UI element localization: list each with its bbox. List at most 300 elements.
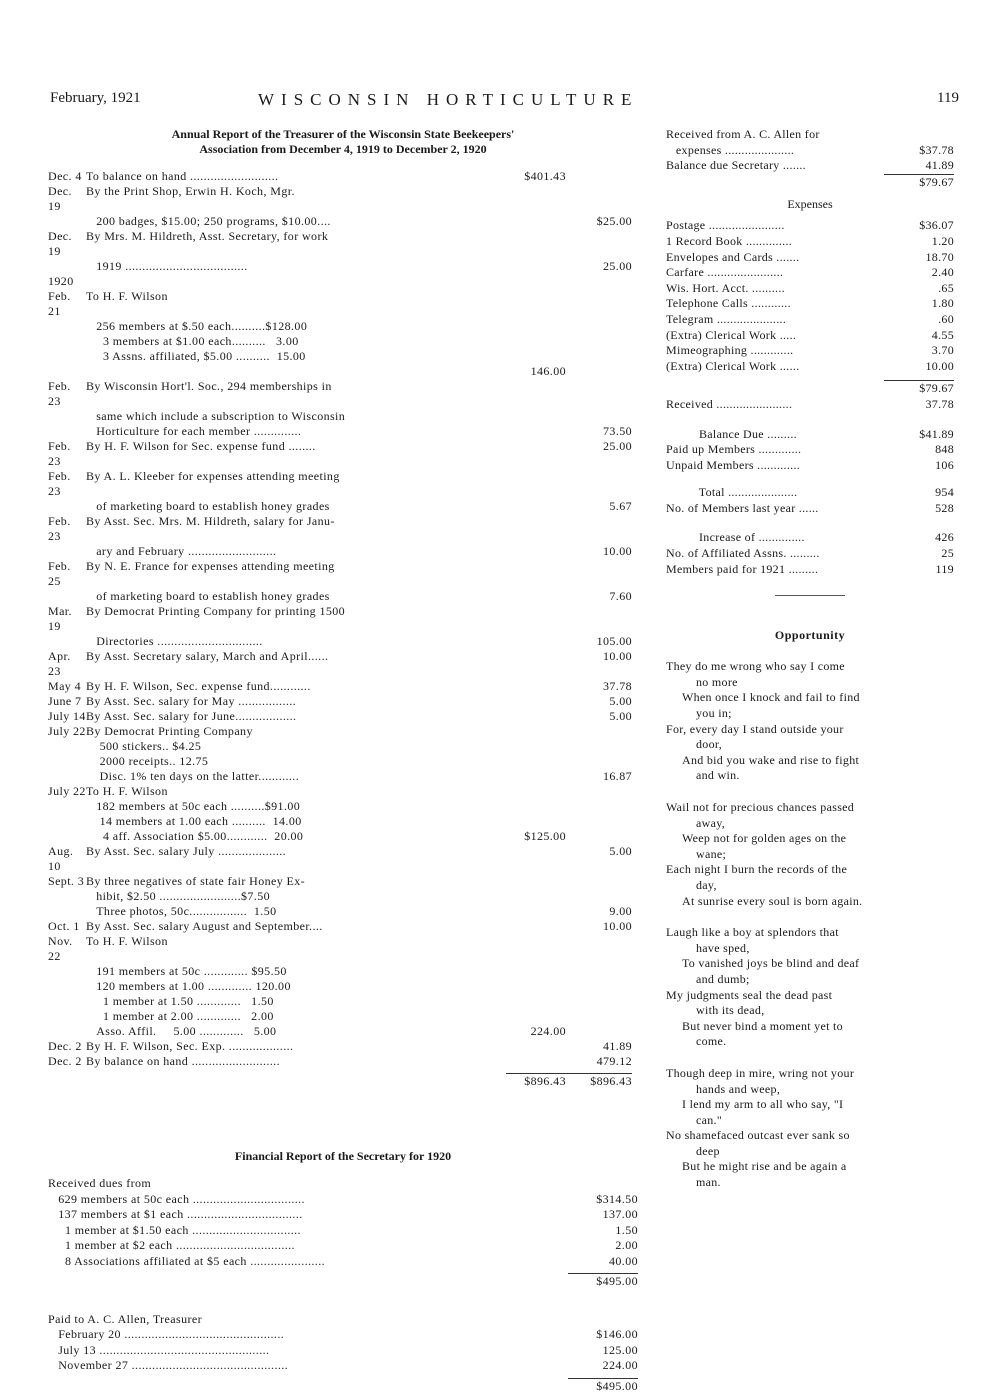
entry-date: Dec. 2 [48, 1054, 86, 1069]
summary-value: 954 [884, 485, 954, 501]
summary-row [666, 218, 954, 234]
entry-description: 120 members at 1.00 ............. 120.00 [86, 979, 506, 994]
entry-date [48, 424, 86, 439]
poem-line: Each night I burn the records of the [666, 862, 954, 878]
entry-description: By Asst. Sec. salary for June.................. [86, 709, 506, 724]
entry-debit [506, 874, 566, 889]
summary-label: expenses ..................... [666, 143, 884, 159]
summary-value: .60 [884, 312, 954, 328]
entry-debit [506, 229, 566, 259]
ledger-row [48, 214, 638, 229]
entry-date: Dec. 19 [48, 229, 86, 259]
entry-date [48, 799, 86, 814]
ledger-row [48, 709, 638, 724]
ledger-row [48, 409, 638, 424]
entry-debit [506, 784, 566, 799]
summary-row [666, 458, 954, 474]
finance-row [48, 1223, 638, 1239]
entry-credit [566, 364, 632, 379]
poem-stanza [666, 659, 954, 784]
entry-description: 3 members at $1.00 each.......... 3.00 [86, 334, 506, 349]
summary-label: Total ..................... [666, 485, 884, 501]
entry-date [48, 259, 86, 274]
entry-debit [506, 634, 566, 649]
summary-value: 106 [884, 458, 954, 474]
ledger-row [48, 769, 638, 784]
expense-total-row [666, 380, 954, 397]
entry-credit [566, 229, 632, 259]
received-total-row [48, 1273, 638, 1290]
entry-date [48, 544, 86, 559]
entry-credit: 479.12 [566, 1054, 632, 1069]
ledger-row [48, 1039, 638, 1054]
entry-description: Three photos, 50c................. 1.50 [86, 904, 506, 919]
entry-debit [506, 274, 566, 289]
entry-description: By H. F. Wilson, Sec. expense fund............ [86, 679, 506, 694]
top-total-row [666, 174, 954, 191]
ledger-row [48, 1009, 638, 1024]
poem-stanza [666, 1066, 954, 1191]
summary-label: (Extra) Clerical Work ..... [666, 328, 884, 344]
poem-line: and win. [666, 768, 954, 784]
ledger-row [48, 259, 638, 274]
finance-amount [568, 1176, 638, 1192]
entry-debit [506, 424, 566, 439]
entry-debit [506, 904, 566, 919]
entry-description: of marketing board to establish honey grades [86, 589, 506, 604]
ledger-row [48, 169, 638, 184]
summary-row [666, 328, 954, 344]
finance-description: 1 member at $1.50 each ................................ [48, 1223, 568, 1239]
entry-debit [506, 289, 566, 319]
entry-date [48, 994, 86, 1009]
entry-description: Asso. Affil. 5.00 ............. 5.00 [86, 1024, 506, 1039]
ledger-row [48, 889, 638, 904]
treasurer-report-title [48, 127, 638, 157]
finance-description: 629 members at 50c each ................................. [48, 1192, 568, 1208]
entry-description: 4 aff. Association $5.00............ 20.00 [86, 829, 506, 844]
summary-label: 1 Record Book .............. [666, 234, 884, 250]
entry-credit [566, 814, 632, 829]
entry-description: 2000 receipts.. 12.75 [86, 754, 506, 769]
summary-label: Received from A. C. Allen for [666, 127, 884, 143]
poem-line: day, [666, 878, 954, 894]
summary-label: (Extra) Clerical Work ...... [666, 359, 884, 375]
summary-label: Envelopes and Cards ....... [666, 250, 884, 266]
ledger-totals [48, 1073, 638, 1089]
summary-row [666, 158, 954, 174]
entry-date: July 22 [48, 724, 86, 739]
summary-row [666, 562, 954, 578]
entry-date: Sept. 3 [48, 874, 86, 889]
entry-description: By Asst. Sec. salary July .................... [86, 844, 506, 874]
finance-amount: 125.00 [568, 1343, 638, 1359]
entry-credit [566, 994, 632, 1009]
entry-credit [566, 379, 632, 409]
entry-description: 500 stickers.. $4.25 [86, 739, 506, 754]
poem-line: man. [666, 1175, 954, 1191]
entry-date [48, 409, 86, 424]
entry-date: Dec. 4 [48, 169, 86, 184]
poem-line: Wail not for precious chances passed [666, 800, 954, 816]
entry-debit [506, 739, 566, 754]
increase-list [666, 530, 954, 577]
entry-credit [566, 604, 632, 634]
ledger-row [48, 679, 638, 694]
entry-description: Directories ............................... [86, 634, 506, 649]
entry-description: Horticulture for each member .............. [86, 424, 506, 439]
summary-label: Paid up Members ............. [666, 442, 884, 458]
entry-description: By balance on hand .......................... [86, 1054, 506, 1069]
journal-title: WISCONSIN HORTICULTURE [258, 90, 638, 110]
ledger-row [48, 994, 638, 1009]
entry-credit [566, 319, 632, 334]
ledger-row [48, 724, 638, 739]
ledger-row [48, 229, 638, 259]
entry-debit [506, 514, 566, 544]
entry-debit [506, 334, 566, 349]
entry-debit [506, 649, 566, 679]
entry-date [48, 214, 86, 229]
ledger-row [48, 964, 638, 979]
ledger-row [48, 469, 638, 499]
ledger-row [48, 934, 638, 964]
entry-credit [566, 514, 632, 544]
summary-row [666, 296, 954, 312]
entry-date: Mar. 19 [48, 604, 86, 634]
entry-description: By A. L. Kleeber for expenses attending meeting [86, 469, 506, 499]
entry-credit: 105.00 [566, 634, 632, 649]
entry-date: Nov. 22 [48, 934, 86, 964]
summary-row [666, 250, 954, 266]
paid-total: $495.00 [568, 1378, 638, 1394]
entry-date [48, 904, 86, 919]
entry-debit [506, 769, 566, 784]
entry-description: By Democrat Printing Company for printing 1500 [86, 604, 506, 634]
ledger-row [48, 289, 638, 319]
summary-label: Telegram ..................... [666, 312, 884, 328]
entry-date [48, 1024, 86, 1039]
summary-row [666, 265, 954, 281]
secretary-report [48, 1149, 638, 1394]
ledger-row [48, 589, 638, 604]
summary-label: No. of Affiliated Assns. ......... [666, 546, 884, 562]
summary-row [666, 485, 954, 501]
ledger-row [48, 544, 638, 559]
entry-debit [506, 934, 566, 964]
entry-debit [506, 559, 566, 589]
ledger-row [48, 274, 638, 289]
entry-description: 14 members at 1.00 each .......... 14.00 [86, 814, 506, 829]
poem-line: To vanished joys be blind and deaf [666, 956, 954, 972]
ledger-row [48, 739, 638, 754]
poem-line: can." [666, 1113, 954, 1129]
entry-description: To H. F. Wilson [86, 934, 506, 964]
entry-date: June 7 [48, 694, 86, 709]
entry-description: By Asst. Secretary salary, March and April...... [86, 649, 506, 679]
summary-label: Balance Due ......... [666, 427, 884, 443]
ledger-row [48, 874, 638, 889]
entry-credit [566, 934, 632, 964]
finance-amount [568, 1312, 638, 1328]
expenses-heading: Expenses [666, 196, 954, 212]
summary-value: 2.40 [884, 265, 954, 281]
entry-date [48, 889, 86, 904]
poem-line: deep [666, 1144, 954, 1160]
entry-date: Feb. 23 [48, 469, 86, 499]
entry-debit [506, 439, 566, 469]
summary-value: 10.00 [884, 359, 954, 375]
entry-credit: 5.67 [566, 499, 632, 514]
entry-credit: 10.00 [566, 919, 632, 934]
entry-date: Dec. 19 [48, 184, 86, 214]
poem-line: door, [666, 737, 954, 753]
entry-date [48, 349, 86, 364]
entry-credit [566, 754, 632, 769]
entry-description: By Asst. Sec. Mrs. M. Hildreth, salary for Janu- [86, 514, 506, 544]
received-row [666, 397, 954, 413]
entry-date [48, 499, 86, 514]
summary-label: Balance due Secretary ....... [666, 158, 884, 174]
entry-credit [566, 469, 632, 499]
entry-credit: 41.89 [566, 1039, 632, 1054]
entry-debit [506, 184, 566, 214]
ledger-row [48, 1024, 638, 1039]
member-totals [666, 485, 954, 516]
ledger-row [48, 424, 638, 439]
received-label: Received ....................... [666, 397, 884, 413]
entry-credit [566, 799, 632, 814]
summary-value: 18.70 [884, 250, 954, 266]
entry-credit [566, 889, 632, 904]
poem-line: have sped, [666, 941, 954, 957]
received-value: 37.78 [884, 397, 954, 413]
entry-credit [566, 274, 632, 289]
entry-description [86, 274, 506, 289]
finance-description: Paid to A. C. Allen, Treasurer [48, 1312, 568, 1328]
entry-date [48, 334, 86, 349]
finance-description: July 13 .................................................. [48, 1343, 568, 1359]
entry-date [48, 364, 86, 379]
entry-date: Feb. 25 [48, 559, 86, 589]
entry-date [48, 1009, 86, 1024]
entry-date [48, 634, 86, 649]
finance-amount: 2.00 [568, 1238, 638, 1254]
poem-line: no more [666, 675, 954, 691]
entry-credit: 5.00 [566, 709, 632, 724]
finance-description: 1 member at $2 each ................................... [48, 1238, 568, 1254]
entry-debit [506, 1039, 566, 1054]
summary-label: Mimeographing ............. [666, 343, 884, 359]
entry-description: By N. E. France for expenses attending meeting [86, 559, 506, 589]
entry-credit: 5.00 [566, 694, 632, 709]
poem-line: No shamefaced outcast ever sank so [666, 1128, 954, 1144]
entry-date [48, 814, 86, 829]
entry-debit [506, 469, 566, 499]
entry-description: 256 members at $.50 each..........$128.00 [86, 319, 506, 334]
poem-line: wane; [666, 847, 954, 863]
entry-description: same which include a subscription to Wisconsin [86, 409, 506, 424]
finance-amount: 224.00 [568, 1358, 638, 1374]
entry-debit [506, 694, 566, 709]
entry-debit [506, 409, 566, 424]
finance-amount: 40.00 [568, 1254, 638, 1270]
expense-total: $79.67 [884, 380, 954, 397]
summary-value: 848 [884, 442, 954, 458]
finance-row [48, 1343, 638, 1359]
ledger-row [48, 814, 638, 829]
received-total: $495.00 [568, 1273, 638, 1290]
ledger-row [48, 349, 638, 364]
poem-line: When once I knock and fail to find [666, 690, 954, 706]
summary-row [666, 312, 954, 328]
ledger-row [48, 904, 638, 919]
summary-value: 1.80 [884, 296, 954, 312]
summary-label: Increase of .............. [666, 530, 884, 546]
poem-line: But never bind a moment yet to [666, 1019, 954, 1035]
finance-row [48, 1312, 638, 1328]
finance-row [48, 1192, 638, 1208]
treasurer-ledger [48, 169, 638, 1069]
poem-line: hands and weep, [666, 1082, 954, 1098]
poem-line: and dumb; [666, 972, 954, 988]
entry-credit: 7.60 [566, 589, 632, 604]
poem-line: I lend my arm to all who say, "I [666, 1097, 954, 1113]
summary-value: 41.89 [884, 158, 954, 174]
ledger-row [48, 499, 638, 514]
entry-credit: $25.00 [566, 214, 632, 229]
entry-description: To H. F. Wilson [86, 289, 506, 319]
entry-description: ary and February .......................... [86, 544, 506, 559]
received-summary [666, 127, 954, 174]
entry-description: By H. F. Wilson for Sec. expense fund ........ [86, 439, 506, 469]
summary-row [666, 530, 954, 546]
entry-date: Feb. 23 [48, 379, 86, 409]
entry-description: To balance on hand .......................... [86, 169, 506, 184]
finance-description: Received dues from [48, 1176, 568, 1192]
top-total: $79.67 [884, 174, 954, 191]
summary-value: 3.70 [884, 343, 954, 359]
balance-list [666, 427, 954, 474]
poem-body [666, 659, 954, 1190]
entry-credit [566, 184, 632, 214]
entry-date [48, 979, 86, 994]
finance-row [48, 1254, 638, 1270]
entry-date: July 14 [48, 709, 86, 724]
entry-description: 1919 .................................... [86, 259, 506, 274]
ledger-row [48, 364, 638, 379]
entry-description: hibit, $2.50 ........................$7.50 [86, 889, 506, 904]
title-line-1: Annual Report of the Treasurer of the Wisconsin State Beekeepers' [48, 127, 638, 142]
entry-date [48, 589, 86, 604]
finance-row [48, 1238, 638, 1254]
summary-row [666, 427, 954, 443]
poem-title: Opportunity [666, 628, 954, 643]
summary-row [666, 127, 954, 143]
summary-row [666, 281, 954, 297]
poem-line: come. [666, 1034, 954, 1050]
entry-debit [506, 919, 566, 934]
entry-debit [506, 379, 566, 409]
entry-debit [506, 349, 566, 364]
finance-amount: $146.00 [568, 1327, 638, 1343]
ledger-row [48, 559, 638, 589]
expenses-list [666, 218, 954, 374]
ledger-row [48, 439, 638, 469]
ledger-row [48, 919, 638, 934]
right-column [666, 127, 954, 1207]
entry-date: Oct. 1 [48, 919, 86, 934]
entry-debit [506, 709, 566, 724]
poem-line: Though deep in mire, wring not your [666, 1066, 954, 1082]
entry-credit: 10.00 [566, 544, 632, 559]
received-dues [48, 1176, 638, 1269]
secretary-report-title: Financial Report of the Secretary for 1920 [48, 1149, 638, 1164]
entry-debit: $401.43 [506, 169, 566, 184]
summary-row [666, 442, 954, 458]
summary-label: Postage ....................... [666, 218, 884, 234]
entry-debit [506, 754, 566, 769]
title-line-2: Association from December 4, 1919 to December 2, 1920 [48, 142, 638, 157]
summary-label: Members paid for 1921 ......... [666, 562, 884, 578]
entry-credit [566, 784, 632, 799]
entry-credit [566, 964, 632, 979]
entry-date: Feb. 23 [48, 439, 86, 469]
entry-debit [506, 544, 566, 559]
entry-debit [506, 589, 566, 604]
poem-line: with its dead, [666, 1003, 954, 1019]
entry-credit [566, 739, 632, 754]
entry-credit: 9.00 [566, 904, 632, 919]
summary-value: $36.07 [884, 218, 954, 234]
entry-description: By the Print Shop, Erwin H. Koch, Mgr. [86, 184, 506, 214]
entry-credit: 5.00 [566, 844, 632, 874]
entry-description: By H. F. Wilson, Sec. Exp. ................... [86, 1039, 506, 1054]
ledger-row [48, 649, 638, 679]
divider [775, 595, 845, 596]
summary-value [884, 127, 954, 143]
poem-line: But he might rise and be again a [666, 1159, 954, 1175]
entry-date: Aug. 10 [48, 844, 86, 874]
entry-credit [566, 724, 632, 739]
entry-credit [566, 1024, 632, 1039]
ledger-row [48, 379, 638, 409]
entry-debit [506, 844, 566, 874]
ledger-row [48, 1054, 638, 1069]
entry-debit [506, 979, 566, 994]
entry-debit [506, 724, 566, 739]
entry-description: Disc. 1% ten days on the latter............ [86, 769, 506, 784]
entry-date: July 22 [48, 784, 86, 799]
summary-label: Telephone Calls ............ [666, 296, 884, 312]
summary-row [666, 234, 954, 250]
entry-description: 200 badges, $15.00; 250 programs, $10.00.... [86, 214, 506, 229]
entry-debit [506, 499, 566, 514]
entry-description: By Democrat Printing Company [86, 724, 506, 739]
entry-description: 182 members at 50c each ..........$91.00 [86, 799, 506, 814]
poem-stanza [666, 800, 954, 909]
entry-debit [506, 604, 566, 634]
finance-description: 8 Associations affiliated at $5 each ...................... [48, 1254, 568, 1270]
entry-debit [506, 214, 566, 229]
entry-description: 191 members at 50c ............. $95.50 [86, 964, 506, 979]
entry-debit: 224.00 [506, 1024, 566, 1039]
summary-value: $37.78 [884, 143, 954, 159]
entry-credit [566, 349, 632, 364]
entry-credit [566, 874, 632, 889]
entry-credit [566, 334, 632, 349]
entry-description: By three negatives of state fair Honey Ex- [86, 874, 506, 889]
